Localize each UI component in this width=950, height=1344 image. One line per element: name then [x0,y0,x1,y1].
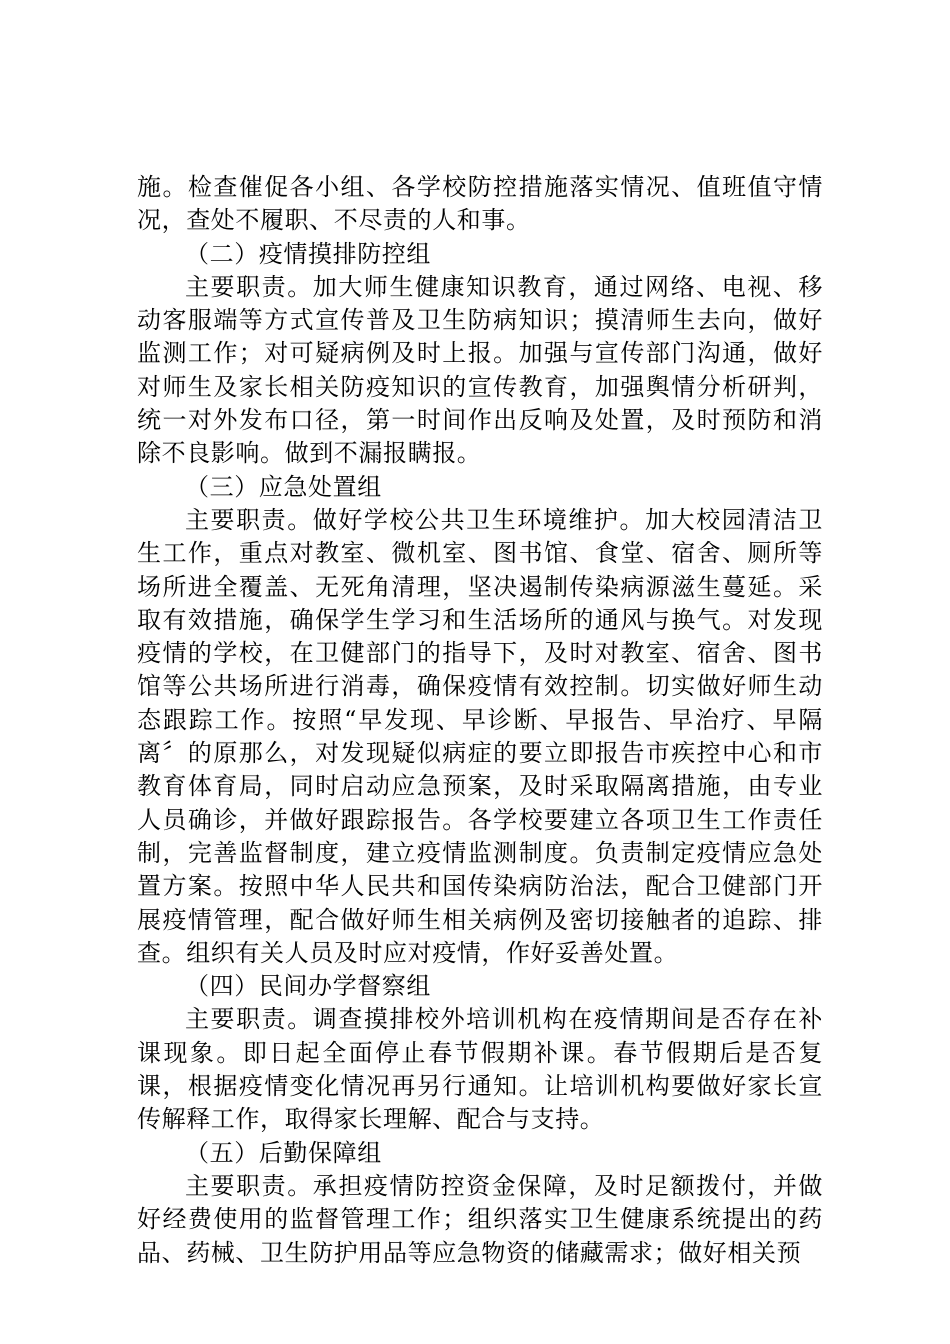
document-body [137,171,823,1270]
section-heading-private-school-supervision: （四）民间办学督察组 [185,972,431,1001]
paragraph-logistics-support-duties: 主要职责。承担疫情防控资金保障，及时足额拨付，并做好经费使用的监督管理工作；组织落实卫生健康系统提出的药品、药械、卫生防护用品等应急物资的储藏需求；做好相关预 [137,1171,823,1267]
section-heading-epidemic-screening: （二）疫情摸排防控组 [185,239,431,268]
paragraph-emergency-response-duties: 主要职责。做好学校公共卫生环境维护。加大校园清洁卫生工作，重点对教室、微机室、图书馆、食堂、宿舍、厕所等场所进全覆盖、无死角清理，坚决遏制传染病源滋生蔓延。采取有效措施，确保学生学习和生活场所的通风与换气。对发现疫情的学校，在卫健部门的指导下，及时对教室、宿舍、图书馆等公共场所进行消毒，确保疫情有效控制。切实做好师生动态跟踪工作。按照“早发现、早诊断、早报告、早治疗、早隔离〞的原那么，对发现疑似病症的要立即报告市疾控中心和市教育体育局，同时启动应急预案，及时采取隔离措施，由专业人员确诊，并做好跟踪报告。各学校要建立各项卫生工作责任制，完善监督制度，建立疫情监测制度。负责制定疫情应急处置方案。按照中华人民共和国传染病防治法，配合卫健部门开展疫情管理，配合做好师生相关病例及密切接触者的追踪、排查。组织有关人员及时应对疫情，作好妥善处置。 [137,505,823,967]
paragraph-private-school-supervision-duties: 主要职责。调查摸排校外培训机构在疫情期间是否存在补课现象。即日起全面停止春节假期补课。春节假期后是否复课，根据疫情变化情况再另行通知。让培训机构要做好家长宣传解释工作，取得家长理解、配合与支持。 [137,1005,823,1134]
paragraph-epidemic-screening-duties: 主要职责。加大师生健康知识教育，通过网络、电视、移动客服端等方式宣传普及卫生防病知识；摸清师生去向，做好监测工作；对可疑病例及时上报。加强与宣传部门沟通，做好对师生及家长相关防疫知识的宣传教育，加强舆情分析研判，统一对外发布口径，第一时间作出反响及处置，及时预防和消除不良影响。做到不漏报瞒报。 [137,272,823,468]
section-heading-emergency-response: （三）应急处置组 [185,472,382,501]
section-heading-logistics-support: （五）后勤保障组 [185,1138,382,1167]
paragraph-continuation: 施。检查催促各小组、各学校防控措施落实情况、值班值守情况，查处不履职、不尽责的人和事。 [137,173,823,235]
